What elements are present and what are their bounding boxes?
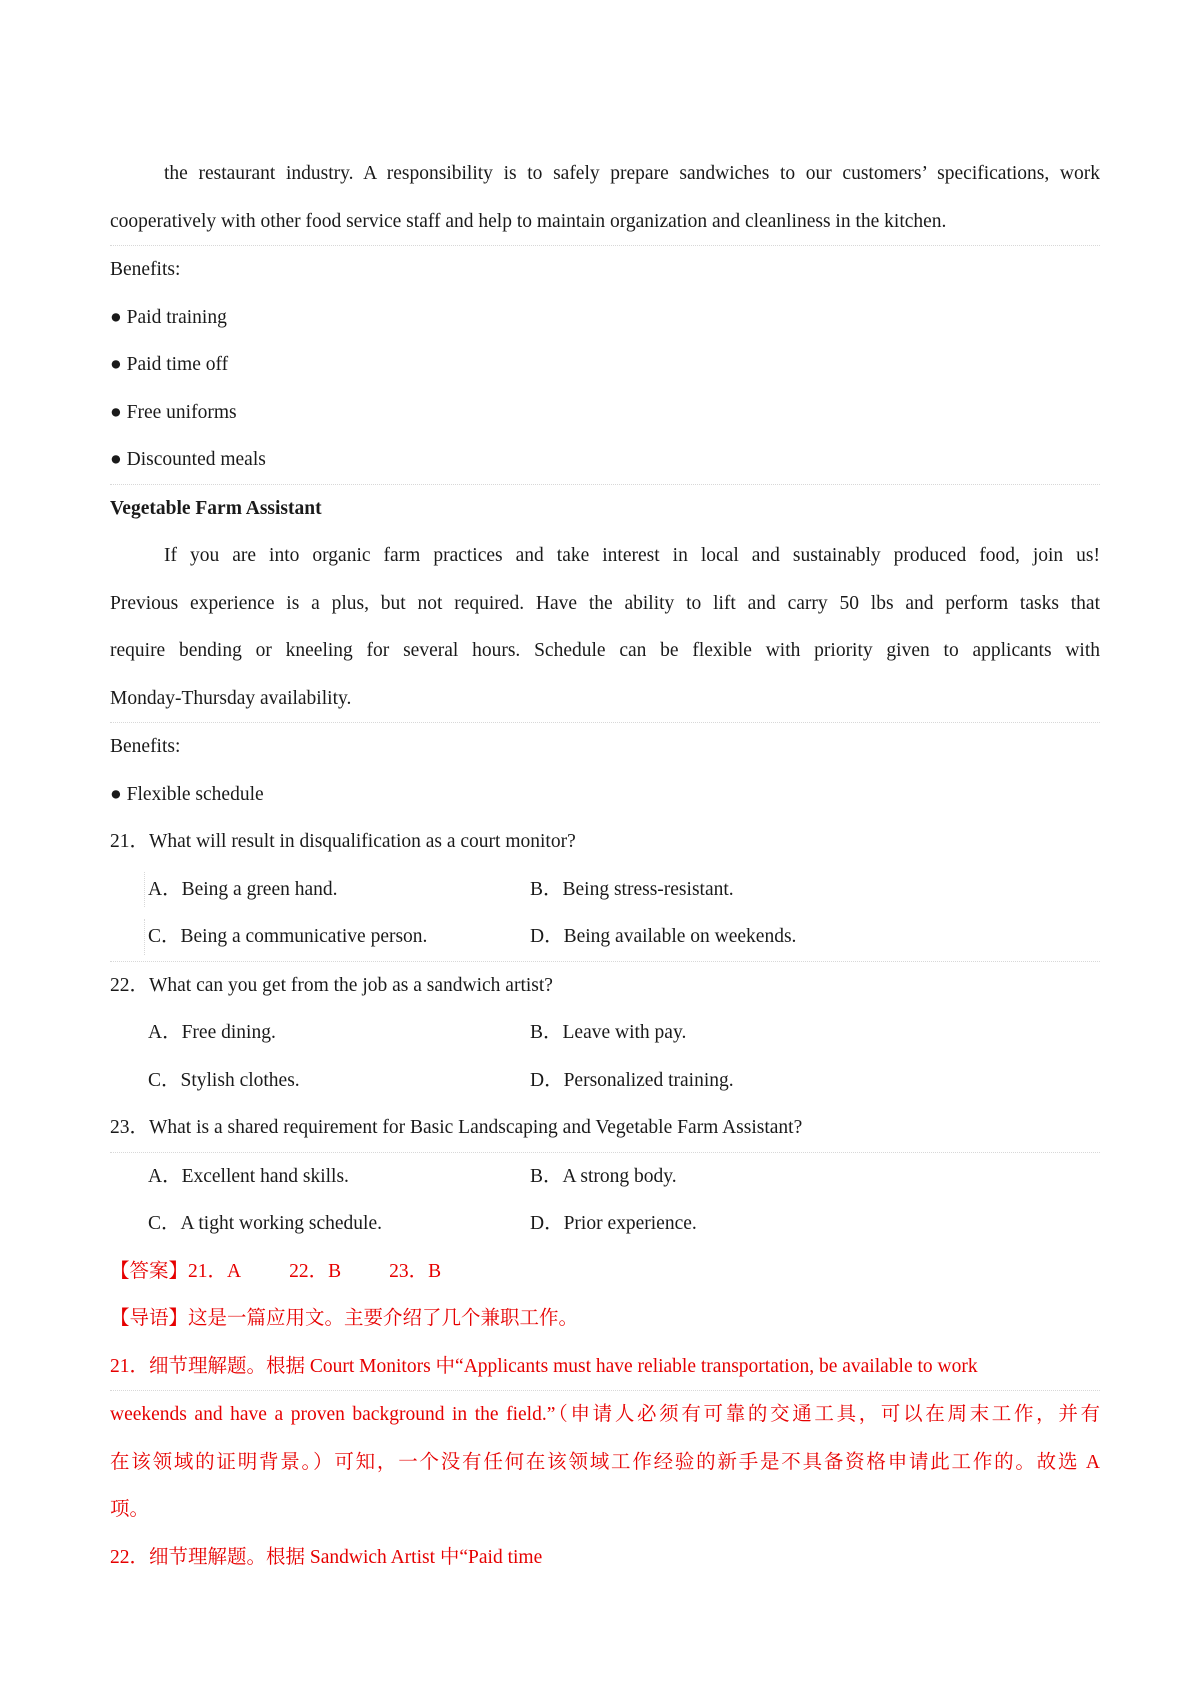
- benefit-item: ● Discounted meals: [110, 436, 1100, 485]
- question-23-options-row-2: [110, 1200, 1100, 1248]
- intro-text: 这是一篇应用文。主要介绍了几个兼职工作。: [188, 1308, 579, 1329]
- answer-line: [110, 1248, 1100, 1296]
- explanation-21-line-4: 项。: [110, 1499, 150, 1520]
- question-22-option-c: C．Stylish clothes.: [148, 1069, 300, 1091]
- answer-23: 23．B: [389, 1260, 442, 1282]
- question-22-option-a: A．Free dining.: [148, 1022, 276, 1043]
- benefit-item: ● Paid training: [110, 306, 227, 328]
- question-23-option-a: A．Excellent hand skills.: [148, 1165, 349, 1187]
- intro-line: [110, 1295, 1100, 1343]
- section-title-farm: Vegetable Farm Assistant: [110, 497, 322, 519]
- farm-paragraph-line-1: If you are into organic farm practices and take interest in local and sustainably produced food, join us!: [164, 545, 1100, 566]
- question-22-stem: 22．What can you get from the job as a sandwich artist?: [110, 974, 553, 996]
- question-21-options-row-2: [110, 913, 1100, 962]
- question-21-stem: 21．What will result in disqualification as a court monitor?: [110, 831, 576, 852]
- question-23-option-d: D．Prior experience.: [530, 1213, 697, 1234]
- intro-label: 【导语】: [110, 1308, 189, 1329]
- sandwich-paragraph-line-1: the restaurant industry. A responsibility is to safely prepare sandwiches to our customers’ specifications, work: [164, 163, 1100, 184]
- question-23-option-c: C．A tight working schedule.: [148, 1213, 382, 1234]
- question-21-option-a: A．Being a green hand.: [148, 878, 338, 900]
- question-21-options-row-1: [110, 866, 1100, 914]
- farm-paragraph-line-2: Previous experience is a plus, but not required. Have the ability to lift and carry 50 lbs and perform tasks that: [110, 592, 1100, 614]
- question-21-option-b: B．Being stress-resistant.: [530, 878, 734, 900]
- sandwich-paragraph-line-2: cooperatively with other food service staff and help to maintain organization and cleanliness in the kitchen.: [110, 198, 1100, 247]
- benefit-item: ● Free uniforms: [110, 401, 237, 423]
- explanation-22-line-1: 22．细节理解题。根据 Sandwich Artist 中“Paid time: [110, 1546, 543, 1568]
- benefits-label: Benefits:: [110, 259, 181, 280]
- question-21-option-c: C．Being a communicative person.: [148, 926, 428, 947]
- explanation-21-line-1: 21．细节理解题。根据 Court Monitors 中“Applicants must have reliable transportation, be available to work: [110, 1343, 1100, 1392]
- answer-22: 22．B: [289, 1260, 342, 1282]
- question-22-options-row-2: [110, 1057, 1100, 1105]
- farm-paragraph-line-4: Monday-Thursday availability.: [110, 675, 1100, 724]
- question-23-options-row-1: [110, 1153, 1100, 1201]
- question-23-stem: 23．What is a shared requirement for Basic Landscaping and Vegetable Farm Assistant?: [110, 1104, 1100, 1153]
- question-22-option-b: B．Leave with pay.: [530, 1022, 687, 1043]
- question-21-option-d: D．Being available on weekends.: [530, 926, 797, 947]
- benefit-item: ● Paid time off: [110, 354, 229, 375]
- benefit-item: ● Flexible schedule: [110, 783, 264, 805]
- answer-label: 【答案】: [110, 1260, 189, 1282]
- explanation-21-line-2: weekends and have a proven background in the field.”（申请人必须有可靠的交通工具，可以在周末工作，并有: [110, 1404, 1100, 1425]
- question-22-option-d: D．Personalized training.: [530, 1069, 734, 1091]
- question-22-options-row-1: [110, 1009, 1100, 1057]
- answer-21: 21．A: [188, 1260, 242, 1282]
- question-23-option-b: B．A strong body.: [530, 1165, 677, 1187]
- explanation-21-line-3: 在该领域的证明背景。）可知，一个没有任何在该领域工作经验的新手是不具备资格申请此工作的。故选 A: [110, 1451, 1100, 1473]
- document-page: [110, 150, 1100, 1581]
- option-divider: [144, 919, 145, 955]
- option-divider: [144, 872, 145, 908]
- farm-paragraph-line-3: require bending or kneeling for several hours. Schedule can be flexible with priority given to applicants with: [110, 640, 1100, 661]
- benefits-label: Benefits:: [110, 736, 181, 757]
